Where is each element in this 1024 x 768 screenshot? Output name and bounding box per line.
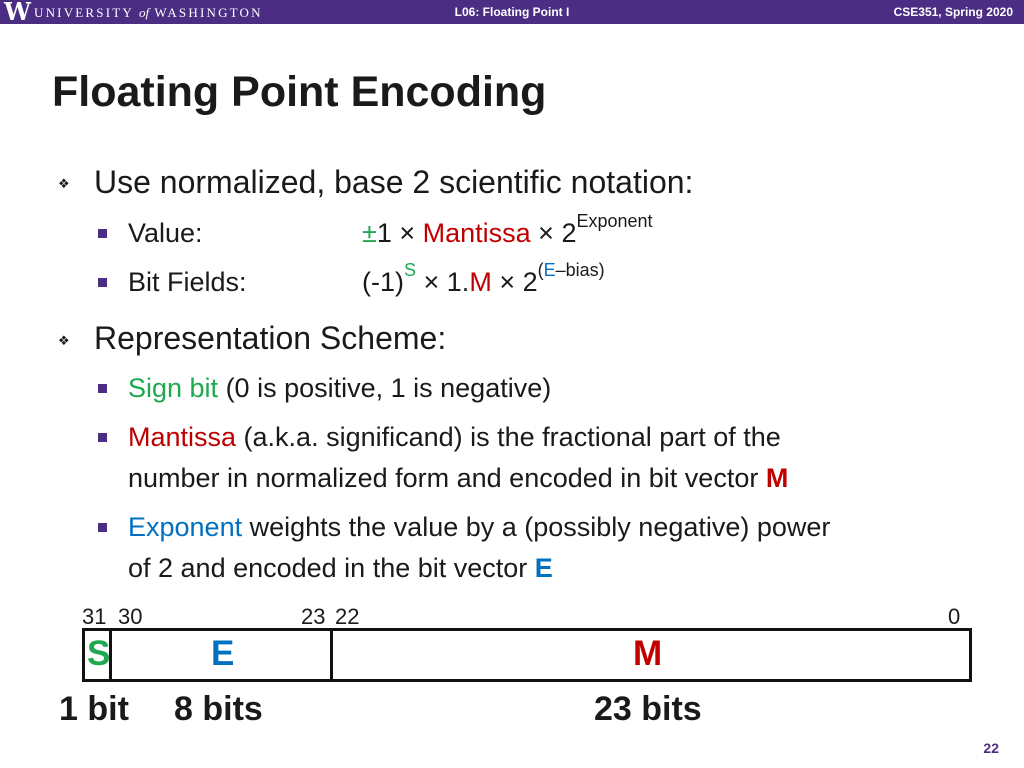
square-bullet-icon <box>98 384 107 393</box>
exponent-size-label: 8 bits <box>174 690 263 728</box>
bullet-normalized-notation: Use normalized, base 2 scientific notation: <box>94 164 694 200</box>
exponent-description-line2: of 2 and encoded in the bit vector E <box>128 553 553 583</box>
sign-field-label: S <box>87 634 111 673</box>
lecture-title: L06: Floating Point I <box>454 5 570 19</box>
float-bit-layout <box>82 628 972 682</box>
bit-index-30: 30 <box>118 604 143 629</box>
mantissa-size-label: 23 bits <box>594 690 702 728</box>
mantissa-description-line1: Mantissa (a.k.a. significand) is the fractional part of the <box>128 422 781 452</box>
value-label: Value: <box>128 218 203 248</box>
bit-index-22: 22 <box>335 604 360 629</box>
square-bullet-icon <box>98 229 107 238</box>
slide-title: Floating Point Encoding <box>52 68 547 116</box>
value-formula: ±1 × Mantissa × $2^{Exponent}$ <box>362 211 653 248</box>
exponent-mantissa-divider <box>330 631 333 679</box>
square-bullet-icon <box>98 523 107 532</box>
square-bullet-icon <box>98 433 107 442</box>
bitfields-label: Bit Fields: <box>128 267 247 297</box>
bit-index-23: 23 <box>301 604 326 629</box>
page-number: 22 <box>983 740 999 756</box>
slide-header <box>0 0 1024 24</box>
bitfields-formula: $(-1)^S \times 1.M \times 2^{(E-bias)}$ <box>362 260 605 297</box>
bit-index-0: 0 <box>948 604 961 629</box>
bullet-representation-scheme: Representation Scheme: <box>94 320 447 356</box>
bit-index-31: 31 <box>82 604 107 629</box>
mantissa-description-line2: number in normalized form and encoded in bit vector M <box>128 463 789 493</box>
uw-w-logo-icon: W <box>4 0 31 26</box>
four-diamond-icon: ❖ <box>58 333 70 348</box>
university-name: UNIVERSITY of WASHINGTON <box>34 5 263 20</box>
square-bullet-icon <box>98 278 107 287</box>
exponent-description-line1: Exponent weights the value by a (possibly negative) power <box>128 512 831 542</box>
sign-size-label: 1 bit <box>59 690 129 728</box>
four-diamond-icon: ❖ <box>58 176 70 191</box>
sign-bit-description: Sign bit (0 is positive, 1 is negative) <box>128 373 552 403</box>
exponent-field-label: E <box>211 634 235 673</box>
mantissa-field-label: M <box>633 634 663 673</box>
course-label: CSE351, Spring 2020 <box>893 5 1013 19</box>
